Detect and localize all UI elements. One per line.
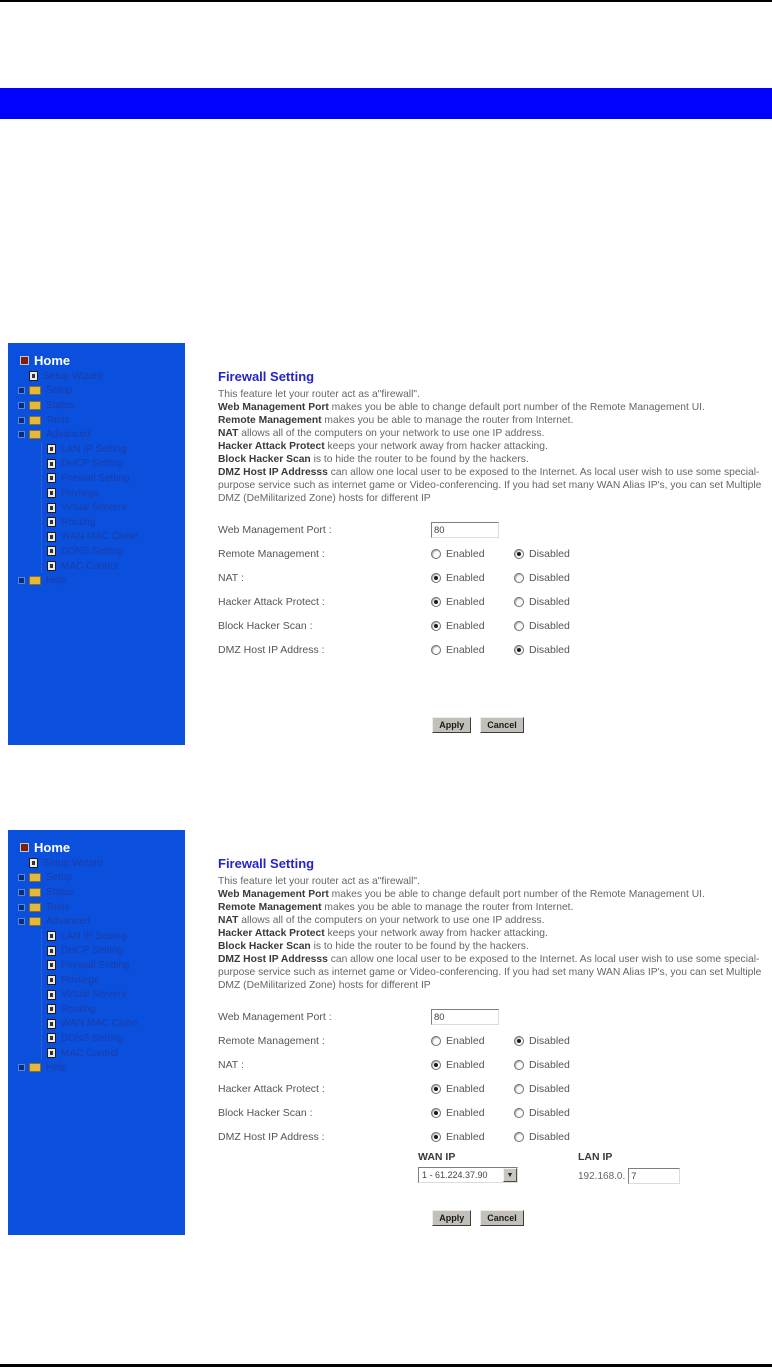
enabled-radio[interactable] — [431, 621, 441, 631]
firewall-screenshot-dmz-enabled — [8, 830, 768, 1235]
sidebar-item-label: MAC Control — [61, 560, 119, 572]
sidebar-item-firewall-setting[interactable] — [42, 958, 185, 973]
enabled-radio[interactable] — [431, 1084, 441, 1094]
button-bar — [218, 1210, 738, 1226]
radio-label: Disabled — [529, 1035, 570, 1047]
sidebar-item-tools[interactable] — [8, 413, 185, 428]
sidebar-item-mac-control[interactable] — [42, 559, 185, 574]
radio-label: Disabled — [529, 548, 570, 560]
sidebar-item-label: Setup Wizard — [43, 370, 104, 382]
lan-ip-column — [578, 1151, 680, 1184]
enabled-radio[interactable] — [431, 597, 441, 607]
sidebar-item-virtual-servers[interactable] — [42, 987, 185, 1002]
sidebar-item-label: WAN MAC Clone — [61, 1018, 138, 1030]
document-icon — [47, 990, 56, 1000]
sidebar-item-label: Setup Wizard — [43, 857, 104, 869]
enabled-radio[interactable] — [431, 1108, 441, 1118]
blue-banner — [0, 88, 772, 119]
remote-management-row — [218, 542, 766, 566]
document-icon — [47, 1033, 56, 1043]
home-icon — [20, 356, 29, 365]
disabled-radio[interactable] — [514, 1132, 524, 1142]
sidebar-item-label: DHCP Setting — [61, 945, 124, 957]
desc-line: Hacker Attack Protect keeps your network away from hacker attacking. — [218, 928, 548, 939]
radio-label: Disabled — [529, 596, 570, 608]
expand-icon[interactable] — [18, 431, 25, 438]
document-icon — [47, 532, 56, 542]
wan-ip-header: WAN IP — [418, 1151, 456, 1163]
web-management-port-row — [218, 518, 766, 542]
web-management-port-input[interactable] — [431, 522, 499, 538]
description — [218, 875, 766, 992]
web-management-port-row — [218, 1005, 766, 1029]
dmz-host-ip-row — [218, 1125, 766, 1149]
sidebar-item-label: Help — [46, 1062, 67, 1074]
home-icon — [20, 843, 29, 852]
chevron-down-icon[interactable]: ▼ — [503, 1168, 517, 1182]
desc-line: DMZ Host IP Addresss can allow one local user to be exposed to the Internet. As local user wish to use some special-purpose service such as internet game or Video-conferencing. If you had set many WAN Alias IP's, you can set Multiple DMZ (DeMilitarized Zone) hosts for different IP — [218, 954, 762, 991]
radio-label: Enabled — [446, 1059, 485, 1071]
sidebar-item-status[interactable] — [8, 885, 185, 900]
enabled-radio[interactable] — [431, 1036, 441, 1046]
sidebar-item-privilege[interactable] — [42, 973, 185, 988]
disabled-radio[interactable] — [514, 597, 524, 607]
sidebar-item-ddns-setting[interactable] — [42, 544, 185, 559]
enabled-radio[interactable] — [431, 645, 441, 655]
sidebar-item-label: Help — [46, 575, 67, 587]
radio-label: Disabled — [529, 620, 570, 632]
sidebar-item-setup[interactable] — [8, 384, 185, 399]
document-icon — [47, 1004, 56, 1014]
radio-label: Enabled — [446, 1107, 485, 1119]
lan-ip-prefix: 192.168.0. — [578, 1170, 626, 1182]
document-icon — [47, 931, 56, 941]
sidebar-item-routing[interactable] — [42, 515, 185, 530]
advanced-subtree — [41, 442, 185, 573]
sidebar-item-wan-mac-clone[interactable] — [42, 530, 185, 545]
description — [218, 388, 766, 505]
enabled-radio[interactable] — [431, 1132, 441, 1142]
sidebar-item-routing[interactable] — [42, 1002, 185, 1017]
field-label: Remote Management : — [218, 548, 325, 560]
folder-icon — [29, 917, 41, 926]
document-icon — [47, 473, 56, 483]
sidebar-item-label: Virtual Servers — [61, 989, 127, 1001]
web-management-port-input[interactable] — [431, 1009, 499, 1025]
enabled-radio[interactable] — [431, 549, 441, 559]
expand-icon[interactable] — [18, 577, 25, 584]
nav-sidebar — [8, 830, 185, 1235]
sidebar-item-label: Tools — [46, 901, 70, 913]
desc-line: NAT allows all of the computers on your network to use one IP address. — [218, 915, 545, 926]
sidebar-item-privilege[interactable] — [42, 486, 185, 501]
document-icon — [47, 546, 56, 556]
field-label: Block Hacker Scan : — [218, 1107, 313, 1119]
document-icon — [47, 975, 56, 985]
field-label: Block Hacker Scan : — [218, 620, 313, 632]
desc-line: DMZ Host IP Addresss can allow one local user to be exposed to the Internet. As local user wish to use some special-purpose service such as internet game or Video-conferencing. If you had set many WAN Alias IP's, you can set Multiple DMZ (DeMilitarized Zone) hosts for different IP — [218, 467, 762, 504]
radio-label: Enabled — [446, 620, 485, 632]
hacker-attack-protect-row — [218, 1077, 766, 1101]
advanced-subtree — [41, 929, 185, 1060]
field-label: NAT : — [218, 1059, 244, 1071]
expand-icon[interactable] — [18, 1064, 25, 1071]
lan-ip-host-input[interactable] — [628, 1168, 680, 1184]
folder-icon — [29, 903, 41, 912]
sidebar-item-label: Virtual Servers — [61, 502, 127, 514]
nav-sidebar — [8, 343, 185, 745]
document-icon — [47, 946, 56, 956]
dmz-ip-section — [218, 1151, 766, 1184]
radio-label: Enabled — [446, 1083, 485, 1095]
page-top-rule — [0, 0, 772, 2]
radio-label: Enabled — [446, 1131, 485, 1143]
sidebar-item-mac-control[interactable] — [42, 1046, 185, 1061]
radio-label: Enabled — [446, 548, 485, 560]
sidebar-item-label: MAC Control — [61, 1047, 119, 1059]
sidebar-item-label: Home — [34, 840, 71, 855]
radio-label: Disabled — [529, 1083, 570, 1095]
sidebar-item-status[interactable] — [8, 398, 185, 413]
desc-line: Remote Management makes you be able to manage the router from Internet. — [218, 902, 574, 913]
page-title: Firewall Setting — [218, 856, 315, 871]
expand-icon[interactable] — [18, 918, 25, 925]
field-label: Remote Management : — [218, 1035, 325, 1047]
sidebar-item-home[interactable] — [8, 839, 185, 856]
folder-icon — [29, 576, 41, 585]
sidebar-item-advanced[interactable] — [8, 427, 185, 442]
firewall-form — [218, 518, 766, 733]
hacker-attack-protect-row — [218, 590, 766, 614]
expand-icon[interactable] — [18, 889, 25, 896]
sidebar-item-label: Routing — [61, 1003, 96, 1015]
document-icon — [47, 503, 56, 513]
field-label: Hacker Attack Protect : — [218, 1083, 325, 1095]
desc-line: Remote Management makes you be able to manage the router from Internet. — [218, 415, 574, 426]
folder-icon — [29, 386, 41, 395]
document-icon — [47, 960, 56, 970]
document-icon — [47, 444, 56, 454]
radio-label: Enabled — [446, 572, 485, 584]
desc-line: This feature let your router act as a"firewall". — [218, 876, 420, 887]
sidebar-item-label: Firewall Setting — [61, 959, 130, 971]
button-bar — [218, 717, 738, 733]
firewall-form — [218, 1005, 766, 1226]
page-bottom-rule — [0, 1364, 772, 1367]
cancel-button[interactable]: Cancel — [480, 1210, 524, 1226]
field-label: DMZ Host IP Address : — [218, 644, 325, 656]
disabled-radio[interactable] — [514, 1084, 524, 1094]
sidebar-item-wan-mac-clone[interactable] — [42, 1017, 185, 1032]
sidebar-item-label: Advanced — [46, 916, 91, 928]
wan-ip-selected-value: 1 - 61.224.37.90 — [422, 1170, 488, 1180]
dmz-host-ip-row — [218, 638, 766, 662]
sidebar-item-label: Privilege — [61, 974, 100, 986]
sidebar-item-label: Advanced — [46, 429, 91, 441]
folder-icon — [29, 430, 41, 439]
field-label: Web Management Port : — [218, 524, 332, 536]
desc-line: This feature let your router act as a"firewall". — [218, 389, 420, 400]
sidebar-item-label: Privilege — [61, 487, 100, 499]
desc-line: Web Management Port makes you be able to change default port number of the Remote Management UI. — [218, 889, 705, 900]
radio-label: Disabled — [529, 644, 570, 656]
radio-label: Enabled — [446, 596, 485, 608]
disabled-radio[interactable] — [514, 573, 524, 583]
document-icon — [47, 1048, 56, 1058]
nat-row — [218, 1053, 766, 1077]
sidebar-item-advanced[interactable] — [8, 914, 185, 929]
desc-line: Hacker Attack Protect keeps your network away from hacker attacking. — [218, 441, 548, 452]
disabled-radio[interactable] — [514, 549, 524, 559]
apply-button[interactable]: Apply — [432, 1210, 471, 1226]
sidebar-item-label: LAN IP Setting — [61, 930, 127, 942]
radio-label: Disabled — [529, 1107, 570, 1119]
folder-icon — [29, 1063, 41, 1072]
sidebar-item-label: DDNS Setting — [61, 1032, 124, 1044]
sidebar-item-lan-ip-setting[interactable] — [42, 442, 185, 457]
sidebar-item-tools[interactable] — [8, 900, 185, 915]
lan-ip-header: LAN IP — [578, 1151, 613, 1163]
sidebar-item-label: DDNS Setting — [61, 545, 124, 557]
document-icon — [47, 459, 56, 469]
expand-icon[interactable] — [18, 402, 25, 409]
sidebar-item-dhcp-setting[interactable] — [42, 457, 185, 472]
sidebar-item-setup-wizard[interactable] — [8, 856, 185, 871]
sidebar-item-label: Status — [46, 399, 75, 411]
document-icon — [47, 1019, 56, 1029]
sidebar-item-label: Tools — [46, 414, 70, 426]
disabled-radio[interactable] — [514, 621, 524, 631]
sidebar-item-setup[interactable] — [8, 871, 185, 886]
field-label: DMZ Host IP Address : — [218, 1131, 325, 1143]
sidebar-item-dhcp-setting[interactable] — [42, 944, 185, 959]
sidebar-item-label: Status — [46, 886, 75, 898]
desc-line: Web Management Port makes you be able to change default port number of the Remote Management UI. — [218, 402, 705, 413]
enabled-radio[interactable] — [431, 1060, 441, 1070]
block-hacker-scan-row — [218, 614, 766, 638]
sidebar-item-home[interactable] — [8, 352, 185, 369]
expand-icon[interactable] — [18, 874, 25, 881]
firewall-screenshot-dmz-disabled — [8, 343, 768, 745]
desc-line: NAT allows all of the computers on your network to use one IP address. — [218, 428, 545, 439]
sidebar-item-label: Firewall Setting — [61, 472, 130, 484]
document-icon — [29, 858, 38, 868]
sidebar-item-label: WAN MAC Clone — [61, 531, 138, 543]
sidebar-item-label: DHCP Setting — [61, 458, 124, 470]
sidebar-item-setup-wizard[interactable] — [8, 369, 185, 384]
field-label: Web Management Port : — [218, 1011, 332, 1023]
sidebar-item-help[interactable] — [8, 573, 185, 588]
folder-icon — [29, 416, 41, 425]
document-icon — [47, 561, 56, 571]
expand-icon[interactable] — [18, 387, 25, 394]
disabled-radio[interactable] — [514, 1036, 524, 1046]
cancel-button[interactable]: Cancel — [480, 717, 524, 733]
sidebar-item-firewall-setting[interactable] — [42, 471, 185, 486]
sidebar-item-ddns-setting[interactable] — [42, 1031, 185, 1046]
document-icon — [29, 371, 38, 381]
sidebar-item-help[interactable] — [8, 1060, 185, 1075]
nat-row — [218, 566, 766, 590]
expand-icon[interactable] — [18, 417, 25, 424]
document-icon — [47, 488, 56, 498]
sidebar-item-label: Routing — [61, 516, 96, 528]
expand-icon[interactable] — [18, 904, 25, 911]
radio-label: Enabled — [446, 1035, 485, 1047]
sidebar-item-virtual-servers[interactable] — [42, 500, 185, 515]
radio-label: Disabled — [529, 1059, 570, 1071]
document-icon — [47, 517, 56, 527]
sidebar-item-label: Home — [34, 353, 71, 368]
disabled-radio[interactable] — [514, 1108, 524, 1118]
wan-ip-column — [418, 1151, 578, 1184]
sidebar-item-label: Setup — [46, 872, 73, 884]
apply-button[interactable]: Apply — [432, 717, 471, 733]
field-label: Hacker Attack Protect : — [218, 596, 325, 608]
folder-icon — [29, 401, 41, 410]
folder-icon — [29, 873, 41, 882]
radio-label: Disabled — [529, 1131, 570, 1143]
field-label: NAT : — [218, 572, 244, 584]
sidebar-item-lan-ip-setting[interactable] — [42, 929, 185, 944]
radio-label: Enabled — [446, 644, 485, 656]
disabled-radio[interactable] — [514, 645, 524, 655]
sidebar-item-label: LAN IP Setting — [61, 443, 127, 455]
page-title: Firewall Setting — [218, 369, 315, 384]
sidebar-item-label: Setup — [46, 385, 73, 397]
remote-management-row — [218, 1029, 766, 1053]
radio-label: Disabled — [529, 572, 570, 584]
block-hacker-scan-row — [218, 1101, 766, 1125]
disabled-radio[interactable] — [514, 1060, 524, 1070]
wan-ip-select[interactable] — [418, 1167, 518, 1183]
folder-icon — [29, 888, 41, 897]
desc-line: Block Hacker Scan is to hide the router to be found by the hackers. — [218, 454, 529, 465]
enabled-radio[interactable] — [431, 573, 441, 583]
firewall-setting-panel — [218, 856, 766, 1226]
desc-line: Block Hacker Scan is to hide the router to be found by the hackers. — [218, 941, 529, 952]
firewall-setting-panel — [218, 369, 766, 733]
